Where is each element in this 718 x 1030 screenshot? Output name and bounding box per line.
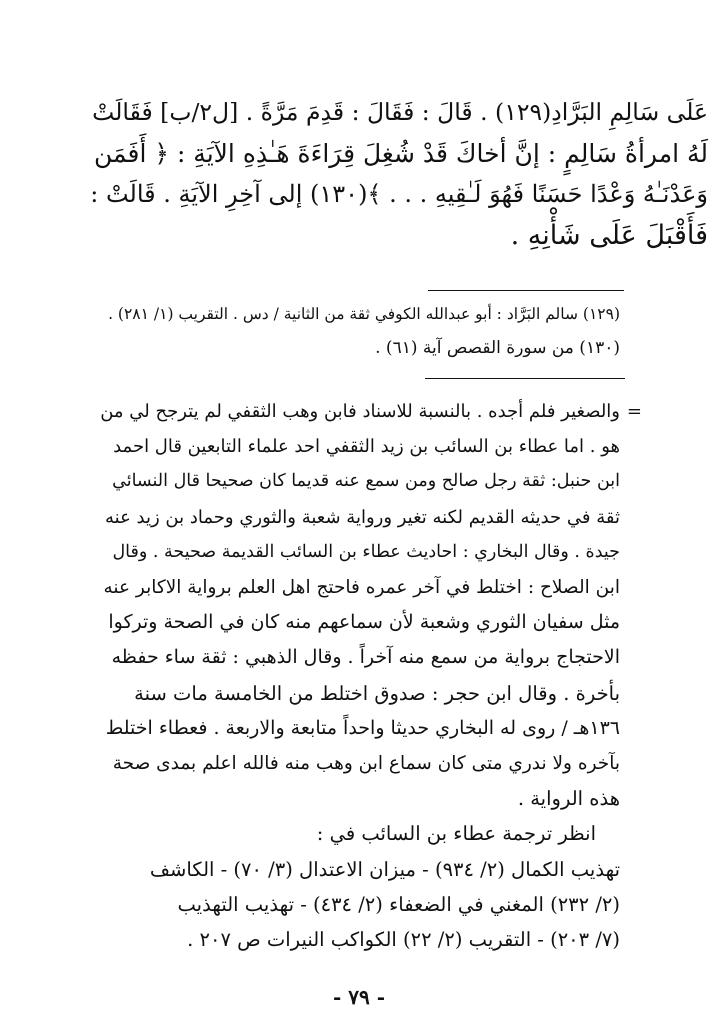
main-text-line: فَأَقْبَلَ عَلَى شَأْنِهِ . bbox=[510, 220, 708, 251]
continuation-line: بأخرة . وقال ابن حجر : صدوق اختلط من الخامسة مات سنة bbox=[134, 681, 620, 705]
continuation-line: بآخره ولا ندري متى كان سماع ابن وهب منه فالله اعلم بمدى صحة bbox=[112, 753, 620, 775]
main-text-block bbox=[88, 92, 708, 256]
continuation-line: جيدة . وقال البخاري : احاديث عطاء بن السائب القديمة صحيحة . وقال bbox=[112, 541, 620, 562]
footnotes-block bbox=[100, 297, 620, 365]
main-text-line: وَعَدْنَـٰهُ وَعْدًا حَسَنًا فَهُوَ لَـٰقِيهِ . . . ﴾(١٣٠) إلى آخِرِ الآيَةِ . قَالَتْ : bbox=[90, 180, 708, 208]
continuation-marker: = bbox=[626, 401, 642, 422]
page-number: - ٧٩ - bbox=[332, 985, 385, 1009]
see-also-intro: انظر ترجمة عطاء بن السائب في : bbox=[316, 822, 596, 846]
continuation-line: ١٣٦هـ / روى له البخاري حديثا واحداً متابعة والاربعة . فعطاء اختلط bbox=[105, 716, 620, 739]
footnote-separator bbox=[428, 290, 624, 291]
continuation-line: مثل سفيان الثوري وشعبة لأن سماعهم منه كان في الصحة وتركوا bbox=[108, 611, 620, 634]
continued-footnote-block bbox=[100, 394, 642, 957]
reference-line: (٢/ ٢٣٢) المغني في الضعفاء (٢/ ٤٣٤) - تهذيب التهذيب bbox=[177, 892, 620, 916]
continuation-separator bbox=[425, 378, 625, 379]
continuation-line: والصغير فلم أجده . بالنسبة للاسناد فابن وهب الثقفي لم يترجح لي من bbox=[100, 401, 620, 422]
continuation-line: هذه الرواية . bbox=[517, 787, 620, 811]
continuation-line: ابن الصلاح : اختلط في آخر عمره فاحتج اهل العلم برواية الاكابر عنه bbox=[103, 577, 620, 599]
reference-line: (٧/ ٢٠٣) - التقريب (٢/ ٢٢) الكواكب النيرات ص ٢٠٧ . bbox=[187, 928, 620, 952]
continuation-line: ثقة في حديثه القديم لكنه تغير ورواية شعبة والثوري وحماد بن زيد عنه bbox=[105, 506, 620, 528]
footnote-130: (١٣٠) من سورة القصص آية (٦١) . bbox=[375, 338, 620, 358]
continuation-line: الاحتجاج برواية من سمع منه آخراً . وقال الذهبي : ثقة ساء حفظه bbox=[111, 646, 620, 669]
continuation-line: ابن حنبل: ثقة رجل صالح ومن سمع عنه قديما كان صحيحا قال النسائي bbox=[112, 471, 620, 492]
footnote-129: (١٢٩) سالم البَرَّاد : أبو عبدالله الكوفي ثقة من الثانية / دس . التقريب (١/ ٢٨١) . bbox=[108, 305, 620, 323]
reference-line: تهذيب الكمال (٢/ ٩٣٤) - ميزان الاعتدال (٣/ ٧٠) - الكاشف bbox=[149, 857, 620, 881]
main-text-line: عَلَى سَالِمِ البَرَّادِ(١٢٩) . قَالَ : فَقَالَ : قَدِمَ مَرَّةً . [ل٢/ب] فَقَالَتْ bbox=[92, 98, 708, 126]
main-text-line: لَهُ امرأةُ سَالِمٍ : إنَّ أخاكَ قَدْ شُغِلَ قِرَاءَةَ هَـٰذِهِ الآيَةِ : ﴿ أَفَمَن bbox=[94, 139, 708, 168]
continuation-line: هو . اما عطاء بن السائب بن زيد الثقفي احد علماء التابعين قال احمد bbox=[113, 436, 620, 458]
